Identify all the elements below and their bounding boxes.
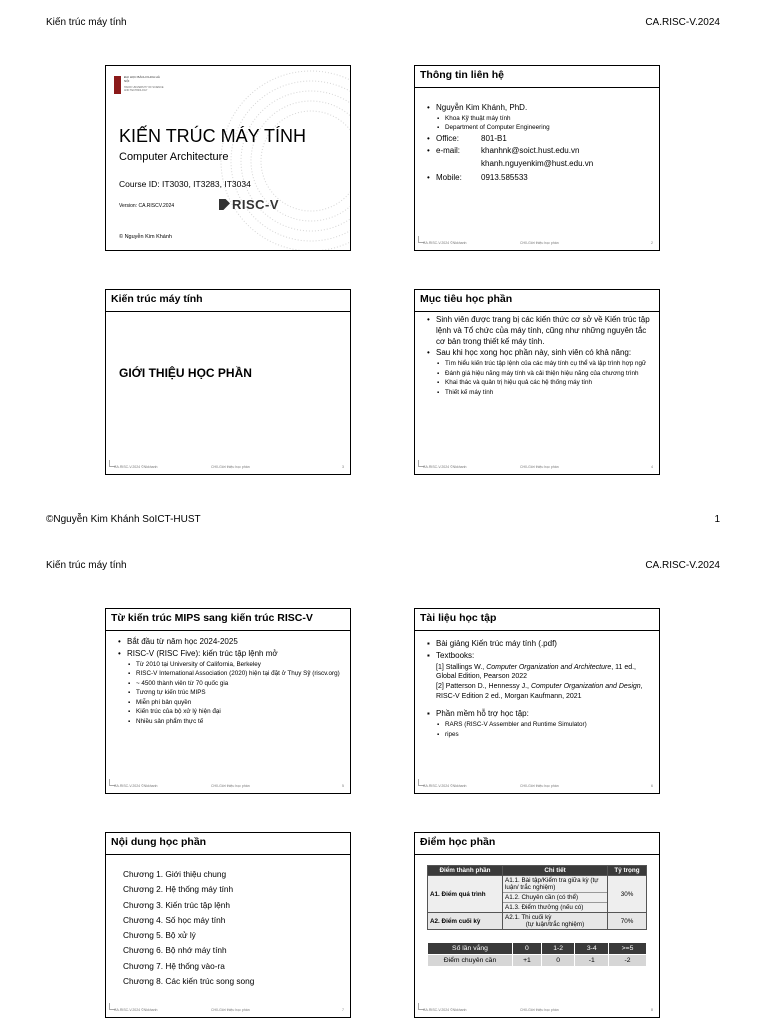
grading-table [427, 865, 647, 930]
mips-sub-2: ▪ RISC-V International Association (2020) hiện tại đặt ở Thụy Sỹ (riscv.org) [128, 670, 344, 679]
chapter-5: Chương 5. Bộ xử lý [123, 930, 196, 941]
a2-detail-sub: (tự luận/trắc nghiệm) [525, 921, 585, 928]
mips-sub-1: ▪ Từ 2010 tại University of California, Berkeley [128, 661, 344, 670]
absence-val-3: -1 [575, 955, 609, 967]
mips-sub-4: ▪ Tương tự kiến trúc MIPS [128, 689, 344, 698]
slide-title-contact: Thông tin liên hệ [415, 66, 659, 88]
absence-value-row [428, 955, 647, 967]
page2-header-left: Kiến trúc máy tính [46, 560, 127, 571]
contact-name: • Nguyễn Kim Khánh, PhD. [427, 103, 653, 114]
material-2: ▪ Textbooks: [427, 651, 653, 662]
software-2: ▪ ripes [437, 731, 653, 740]
footer-center: CH0-Giới thiệu học phần [211, 784, 250, 788]
slide-title-mips: Từ kiến trúc MIPS sang kiến trúc RISC-V [106, 609, 350, 631]
footer-left: CA.RISC-V.2024 ©Nkkhanh [423, 465, 467, 469]
a2-detail-1: A2.1. Thi cuối kỳ [505, 914, 552, 921]
page-number: 1 [714, 514, 720, 525]
a1-detail-3: A1.3. Điểm thưởng (nếu có) [505, 904, 584, 911]
chapter-4: Chương 4. Số học máy tính [123, 914, 226, 925]
absence-head-1: 0 [513, 943, 542, 955]
office-label: Office: [436, 133, 459, 143]
contact-mobile [427, 173, 653, 184]
email-line-2 [427, 159, 653, 170]
footer-center: CH0-Giới thiệu học phần [211, 465, 250, 469]
slide-number: 4 [651, 465, 653, 469]
absence-val-0: Điểm chuyên cần [428, 955, 513, 967]
chapter-2: Chương 2. Hệ thống máy tính [123, 884, 234, 895]
riscv-logo-icon [219, 199, 230, 210]
footer-left: CA.RISC-V.2024 ©Nkkhanh [423, 1008, 467, 1012]
footer-left: CA.RISC-V.2024 ©Nkkhanh [423, 241, 467, 245]
page2-header-right: CA.RISC-V.2024 [645, 560, 720, 571]
a1-detail-1: A1.1. Bài tập/Kiểm tra giữa kỳ (tự luận/ trắc nghiệm) [503, 876, 607, 893]
chapter-6: Chương 6. Bộ nhớ máy tính [123, 945, 227, 956]
office-value: 801-B1 [481, 133, 507, 143]
objective-sub-3: ▪ Khai thác và quản trị hiệu quả các hệ thống máy tính [437, 379, 653, 388]
objective-sub-1: ▪ Tìm hiểu kiến trúc tập lệnh của các máy tính cụ thể và lập trình hợp ngữ [437, 360, 653, 369]
mips-point-1: • Bắt đầu từ năm học 2024-2025 [118, 637, 344, 648]
contact-dept-en: ▪ Department of Computer Engineering [437, 124, 653, 133]
slide-footer [106, 1008, 350, 1014]
ref2-authors: [2] Patterson D., Hennessy J., [436, 683, 531, 691]
textbook-ref-1 [427, 663, 653, 682]
slide-title-grading: Điểm học phần [415, 833, 659, 855]
university-name-en: HANOI UNIVERSITY OF SCIENCE AND TECHNOLOGY [124, 86, 164, 92]
ref1-authors: [1] Stallings W., [436, 663, 487, 671]
software-1: ▪ RARS (RISC-V Assembler and Runtime Simulator) [437, 721, 653, 730]
slide-number: 3 [342, 465, 344, 469]
chapter-7: Chương 7. Hệ thống vào-ra [123, 960, 225, 971]
slide-mips-to-riscv [105, 608, 351, 794]
slide-footer [415, 1008, 659, 1014]
slide-intro [105, 289, 351, 475]
absence-table [427, 942, 647, 967]
a2-weight: 70% [608, 913, 647, 930]
objective-2: • Sau khi học xong học phần này, sinh viên có khả năng: [427, 348, 653, 359]
ref2-edition: , RISC-V Edition 2 ed., Morgan Kaufmann, 2021 [436, 683, 643, 700]
slide-footer [106, 465, 350, 471]
mips-sub-3: ▪ ~ 4500 thành viên từ 70 quốc gia [128, 680, 344, 689]
slide-number: 8 [651, 1008, 653, 1012]
slide-content [105, 832, 351, 1018]
slide-title-intro: Kiến trúc máy tính [106, 290, 350, 312]
contact-email [427, 146, 653, 157]
grading-row-a2 [428, 913, 647, 930]
slide-contact [414, 65, 660, 251]
col-detail: Chi tiết [503, 866, 608, 876]
ref1-title: Computer Organization and Architecture [486, 663, 612, 671]
slide-title [105, 65, 351, 251]
contact-dept-vi: ▪ Khoa Kỹ thuật máy tính [437, 115, 653, 124]
grading-header-row [428, 866, 647, 876]
absence-head-3: 3-4 [575, 943, 609, 955]
riscv-logo [219, 197, 279, 212]
mobile-value: 0913.585533 [481, 173, 528, 183]
university-logo [114, 76, 121, 94]
slide-footer [415, 784, 659, 790]
objective-sub-4: ▪ Thiết kế máy tính [437, 389, 653, 398]
absence-head-4: >=5 [609, 943, 647, 955]
section-heading: GIỚI THIỆU HỌC PHẦN [119, 366, 252, 380]
version-label: Version: CA.RISCV.2024 [119, 203, 175, 209]
university-name: ĐẠI HỌC BÁCH KHOA HÀ NỘI [124, 75, 160, 83]
email-label: e-mail: [436, 145, 461, 155]
ref1-edition: , 11 ed., Global Edition, Pearson 2022 [436, 663, 636, 681]
a2-detail [503, 913, 608, 930]
absence-head-2: 1-2 [541, 943, 575, 955]
a1-detail [503, 876, 608, 913]
col-weight: Tỷ trọng [608, 866, 647, 876]
riscv-logo-text: RISC-V [232, 197, 280, 212]
slide-footer [415, 241, 659, 247]
author: © Nguyễn Kim Khánh [119, 234, 172, 240]
absence-header-row [428, 943, 647, 955]
objective-1: • Sinh viên được trang bị các kiến thức cơ sở về Kiến trúc tập lệnh và Tổ chức của máy tính, cũng như những nguyên tắc cơ bản trong thiết kế máy tính. [427, 315, 653, 347]
course-id: Course ID: IT3030, IT3283, IT3034 [119, 179, 251, 189]
email-link-1[interactable]: khanhnk@soict.hust.edu.vn [481, 145, 580, 155]
footer-center: CH0-Giới thiệu học phần [211, 1008, 250, 1012]
ref2-title: Computer Organization and Design [530, 683, 641, 691]
absence-val-4: -2 [609, 955, 647, 967]
slide-title-content: Nội dung học phần [106, 833, 350, 855]
chapter-8: Chương 8. Các kiến trúc song song [123, 976, 255, 987]
footer-center: CH0-Giới thiệu học phần [520, 784, 559, 788]
footer-center: CH0-Giới thiệu học phần [520, 465, 559, 469]
chapter-3: Chương 3. Kiến trúc tập lệnh [123, 899, 230, 910]
slide-objectives [414, 289, 660, 475]
slide-main-title: KIẾN TRÚC MÁY TÍNH [119, 126, 307, 146]
footer-left: CA.RISC-V.2024 ©Nkkhanh [114, 1008, 158, 1012]
a1-weight: 30% [608, 876, 647, 913]
a1-detail-2: A1.2. Chuyên cần (có thể) [503, 893, 607, 903]
contact-office [427, 134, 653, 145]
objective-sub-2: ▪ Đánh giá hiệu năng máy tính và cải thiện hiệu năng của chương trình [437, 370, 653, 379]
footer-left: CA.RISC-V.2024 ©Nkkhanh [114, 784, 158, 788]
mips-point-2: • RISC-V (RISC Five): kiến trúc tập lệnh mở [118, 649, 344, 660]
slide-title-materials: Tài liệu học tập [415, 609, 659, 631]
mobile-label: Mobile: [436, 173, 462, 183]
slide-number: 6 [651, 784, 653, 788]
slide-grading [414, 832, 660, 1018]
slide-materials [414, 608, 660, 794]
mips-sub-5: ▪ Miễn phí bản quyền [128, 699, 344, 708]
page-header-left: Kiến trúc máy tính [46, 17, 127, 28]
slide-title-objectives: Mục tiêu học phần [415, 290, 659, 312]
mips-sub-6: ▪ Kiến trúc của bộ xử lý hiện đại [128, 708, 344, 717]
slide-footer [415, 465, 659, 471]
a2-label: A2. Điểm cuối kỳ [428, 913, 503, 930]
slide-number: 2 [651, 241, 653, 245]
slide-number: 5 [342, 784, 344, 788]
email-link-2[interactable]: khanh.nguyenkim@hust.edu.vn [481, 159, 594, 169]
absence-head-0: Số lần vắng [428, 943, 513, 955]
absence-val-1: +1 [513, 955, 542, 967]
footer-left: CA.RISC-V.2024 ©Nkkhanh [114, 465, 158, 469]
textbook-ref-2 [427, 682, 653, 701]
slide-subtitle: Computer Architecture [119, 151, 229, 163]
footer-left: CA.RISC-V.2024 ©Nkkhanh [423, 784, 467, 788]
page-footer-left: ©Nguyễn Kim Khánh SoICT-HUST [46, 514, 201, 525]
mips-sub-7: ▪ Nhiều sản phẩm thực tế [128, 718, 344, 727]
slide-footer [106, 784, 350, 790]
page-header-right: CA.RISC-V.2024 [645, 17, 720, 28]
footer-center: CH0-Giới thiệu học phần [520, 241, 559, 245]
material-1: ▪ Bài giảng Kiến trúc máy tính (.pdf) [427, 639, 653, 650]
footer-center: CH0-Giới thiệu học phần [520, 1008, 559, 1012]
absence-val-2: 0 [541, 955, 575, 967]
col-component: Điểm thành phần [428, 866, 503, 876]
slide-number: 7 [342, 1008, 344, 1012]
material-3: ▪ Phần mềm hỗ trợ học tập: [427, 709, 653, 720]
chapter-1: Chương 1. Giới thiệu chung [123, 869, 227, 879]
grading-row-a1 [428, 876, 647, 913]
a1-label: A1. Điểm quá trình [428, 876, 503, 913]
